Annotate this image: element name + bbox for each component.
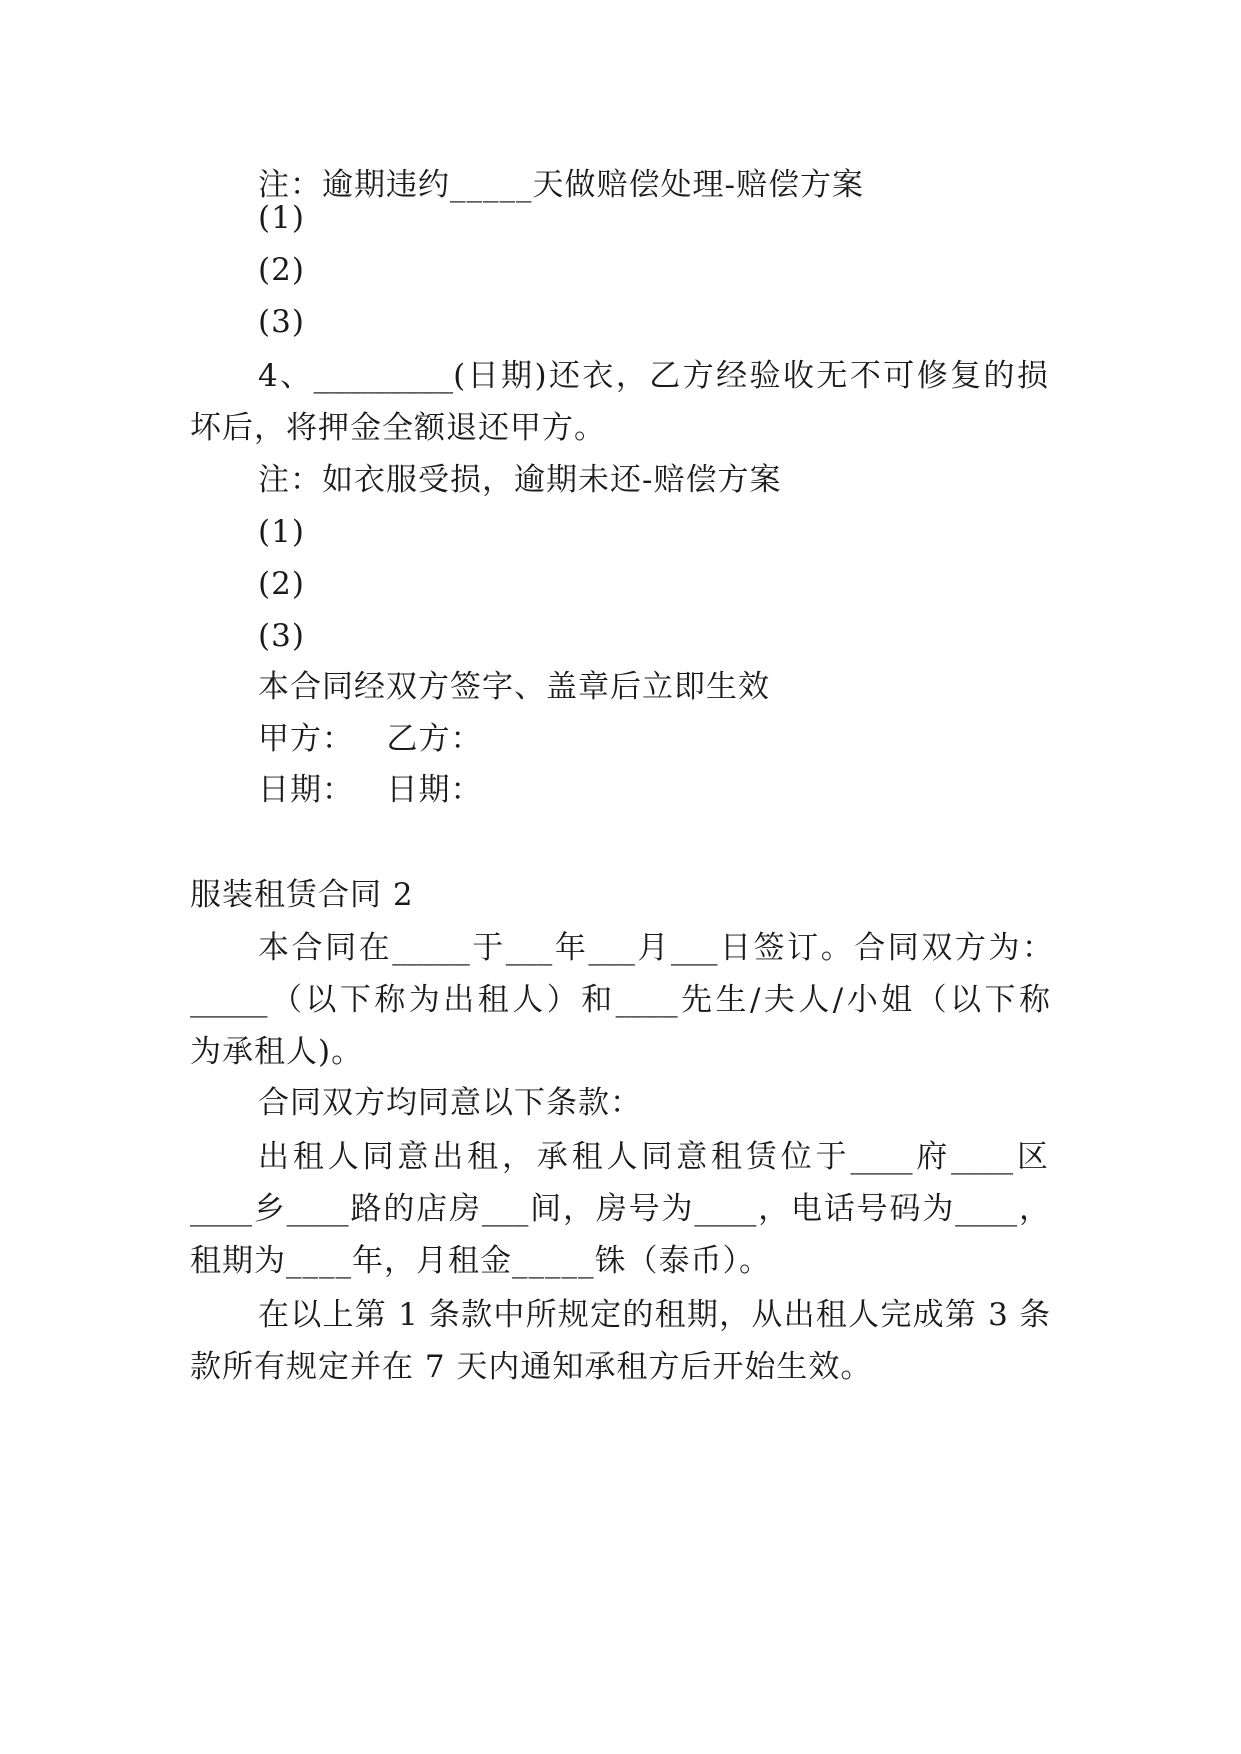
term-start-line-1: 在以上第 1 条款中所规定的租期，从出租人完成第 3 条 — [258, 1297, 1050, 1333]
party-signature-line: 甲方： 乙方： — [258, 721, 483, 757]
contract-intro-line-1: 本合同在_____于___年___月___日签订。合同双方为： — [258, 930, 1053, 966]
lease-clause-line-2: ____乡____路的店房___间，房号为____，电话号码为____， — [190, 1191, 1050, 1227]
item-1-line: (1) — [258, 200, 305, 236]
clause-4-continuation: 坏后，将押金全额退还甲方。 — [190, 410, 606, 446]
damage-item-1-line: (1) — [258, 514, 305, 550]
damage-item-3-line: (3) — [258, 618, 305, 654]
section-title: 服装租赁合同 2 — [190, 877, 414, 913]
contract-intro-line-3: 为承租人)。 — [190, 1034, 364, 1070]
lease-clause-line-3: 租期为____年，月租金_____铢（泰币）。 — [190, 1243, 771, 1279]
item-3-line: (3) — [258, 304, 305, 340]
clause-4-line: 4、_________(日期)还衣，乙方经验收无不可修复的损 — [258, 358, 1048, 394]
effectiveness-line: 本合同经双方签字、盖章后立即生效 — [258, 669, 770, 705]
damage-item-2-line: (2) — [258, 566, 305, 602]
terms-agreement-line: 合同双方均同意以下条款： — [258, 1085, 642, 1121]
term-start-line-2: 款所有规定并在 7 天内通知承租方后开始生效。 — [190, 1349, 873, 1385]
lease-clause-line-1: 出租人同意出租，承租人同意租赁位于____府____区 — [258, 1139, 1048, 1175]
item-2-line: (2) — [258, 252, 305, 288]
overdue-note-line: 注：逾期违约_____天做赔偿处理-赔偿方案 — [258, 167, 864, 203]
contract-intro-line-2: _____（以下称为出租人）和____先生/夫人/小姐（以下称 — [190, 982, 1050, 1018]
date-signature-line: 日期： 日期： — [258, 772, 483, 808]
damage-note-line: 注：如衣服受损，逾期未还-赔偿方案 — [258, 462, 782, 498]
